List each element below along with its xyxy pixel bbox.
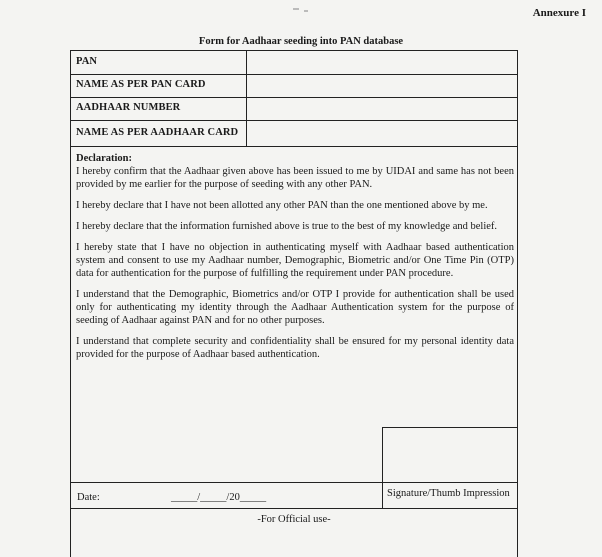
field-label-name-pan: NAME AS PER PAN CARD — [76, 79, 206, 90]
declaration-paragraph: I hereby declare that I have not been allotted any other PAN than the one mentioned above by me. — [76, 200, 488, 211]
field-label-aadhaar-number: AADHAAR NUMBER — [76, 102, 181, 113]
scan-mark — [304, 10, 308, 12]
field-value-name-pan[interactable] — [246, 74, 517, 97]
field-value-aadhaar-number[interactable] — [246, 97, 517, 120]
date-label: Date: — [77, 492, 100, 503]
signature-box-left-border — [382, 427, 383, 508]
field-row-aadhaar-number — [71, 97, 517, 121]
signature-box-top-border — [382, 427, 517, 428]
annexure-label: Annexure I — [532, 7, 586, 19]
declaration-paragraph: I understand that the Demographic, Biometrics and/or OTP I provide for authentication shall be used only for authenticating my identity through the Aadhaar Authentication system for the purpose of seeding of Aadhaar against PAN and for no other purposes. — [76, 289, 514, 326]
declaration-paragraph: I hereby declare that the information furnished above is true to the best of my knowledge and belief. — [76, 221, 498, 232]
declaration-paragraph: I understand that complete security and confidentiality shall be ensured for my personal identity data provided for the purpose of Aadhaar based authentication. — [76, 336, 514, 360]
declaration-heading: Declaration: — [76, 153, 132, 164]
date-row-bottom-border — [71, 508, 517, 509]
declaration-paragraph: I hereby confirm that the Aadhaar given above has been issued to me by UIDAI and same has not been provided by me earlier for the purpose of seeding with any other PAN. — [76, 166, 514, 190]
official-use-label: -For Official use- — [257, 514, 331, 525]
date-field[interactable]: _____/_____/20_____ — [171, 492, 267, 503]
field-row-pan — [71, 51, 517, 75]
form-title: Form for Aadhaar seeding into PAN database — [198, 36, 404, 47]
declaration-section — [76, 152, 514, 369]
field-value-pan[interactable] — [246, 51, 517, 74]
date-row-top-border — [71, 482, 517, 483]
field-row-name-pan — [71, 74, 517, 98]
field-label-name-aadhaar: NAME AS PER AADHAAR CARD — [76, 127, 239, 138]
scan-mark — [293, 8, 299, 10]
field-value-name-aadhaar[interactable] — [246, 120, 517, 146]
field-row-name-aadhaar — [71, 120, 517, 147]
signature-label: Signature/Thumb Impression — [387, 488, 510, 499]
declaration-paragraph: I hereby state that I have no objection in authenticating myself with Aadhaar based authentication system and consent to use my Aadhaar number, Demographic, Biometric and/or One Time Pin (OTP) data for authentication for the purpose of fulfilling the requirement under PAN procedure. — [76, 242, 514, 279]
field-label-pan: PAN — [76, 56, 98, 67]
form-sheet — [70, 50, 518, 557]
